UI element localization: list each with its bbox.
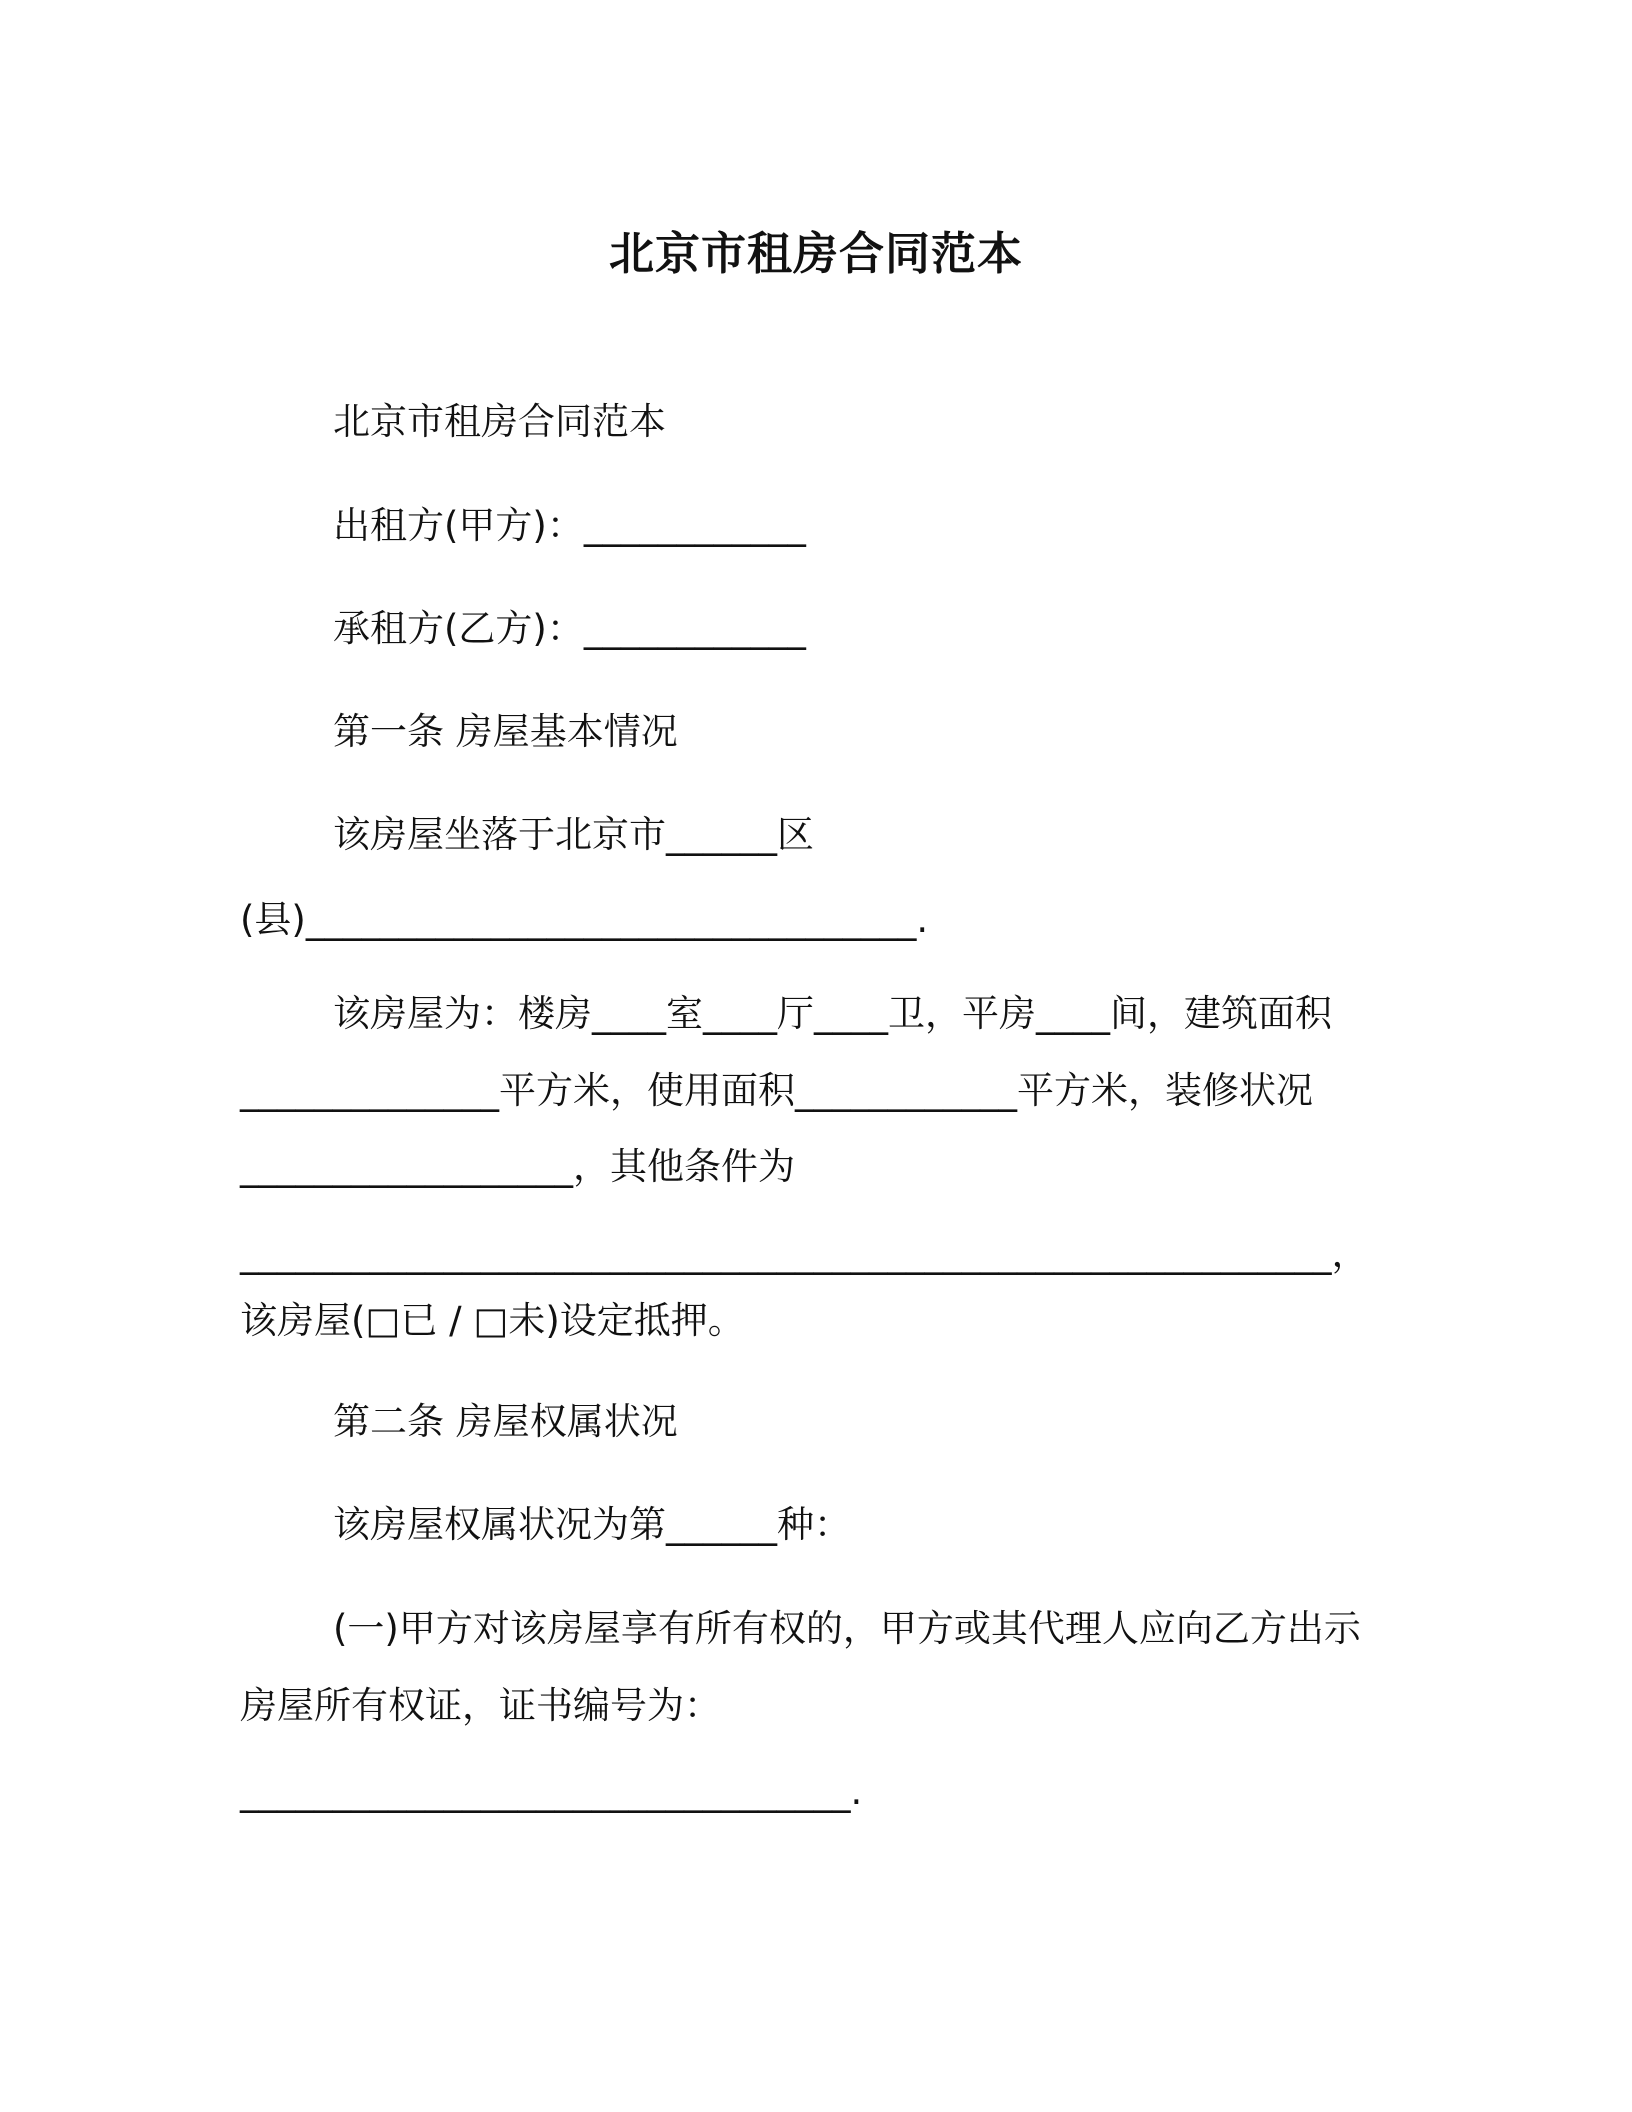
ownership-type-line: 该房屋权属状况为第______种： bbox=[333, 1503, 851, 1546]
mortgage-line: 该房屋(□已 / □未)设定抵押。 bbox=[240, 1299, 745, 1342]
document-title: 北京市租房合同范本 bbox=[608, 227, 1023, 280]
article-1-heading: 第一条 房屋基本情况 bbox=[333, 710, 678, 753]
article-2-heading: 第二条 房屋权属状况 bbox=[333, 1400, 678, 1443]
lessee-line: 承租方(乙方)：____________ bbox=[333, 607, 806, 650]
county-line: (县)_________________________________. bbox=[240, 898, 929, 941]
house-type-line: 该房屋为：楼房____室____厅____卫，平房____间，建筑面积 bbox=[333, 992, 1332, 1035]
lessor-line: 出租方(甲方)：____________ bbox=[333, 504, 806, 547]
subtitle-line: 北京市租房合同范本 bbox=[333, 400, 666, 443]
certificate-number-line: _________________________________. bbox=[240, 1770, 863, 1813]
other-conditions-line: __________________，其他条件为 bbox=[240, 1145, 795, 1188]
location-line: 该房屋坐落于北京市______区 bbox=[333, 813, 814, 856]
certificate-line: 房屋所有权证，证书编号为： bbox=[240, 1684, 721, 1727]
area-line: ______________平方米，使用面积____________平方米，装修状况 bbox=[240, 1069, 1313, 1112]
blank-line: ___________________________________________________________， bbox=[240, 1232, 1369, 1275]
ownership-clause-line: (一)甲方对该房屋享有所有权的，甲方或其代理人应向乙方出示 bbox=[333, 1607, 1361, 1650]
